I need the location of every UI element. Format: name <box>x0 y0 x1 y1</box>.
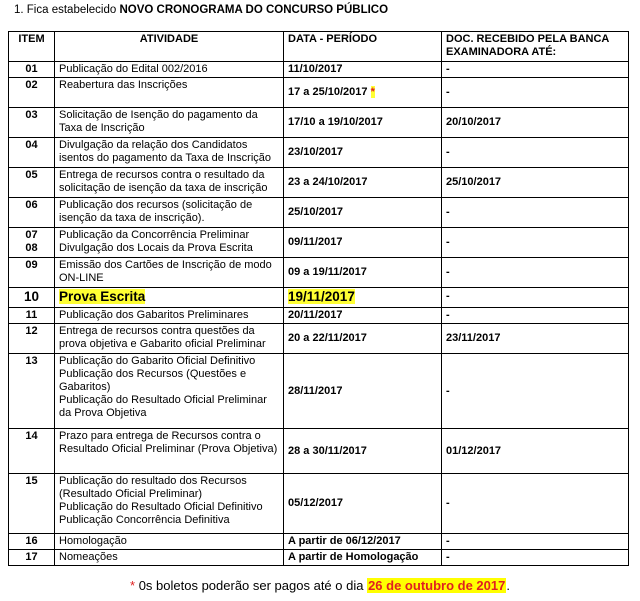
atividade-line: Divulgação dos Locais da Prova Escrita <box>59 242 253 254</box>
doc-cell: - <box>442 308 629 324</box>
doc-cell: - <box>442 62 629 78</box>
doc-cell: - <box>442 550 629 566</box>
doc-cell: - <box>442 78 629 108</box>
doc-cell: - <box>442 228 629 258</box>
header-item: ITEM <box>9 32 55 62</box>
item-cell: 13 <box>9 354 55 429</box>
asterisk-mark: * <box>370 86 375 98</box>
data-cell: 09 a 19/11/2017 <box>284 258 442 288</box>
data-cell: 25/10/2017 <box>284 198 442 228</box>
data-cell: 09/11/2017 <box>284 228 442 258</box>
table-row <box>9 258 629 288</box>
item-cell: 02 <box>9 78 55 108</box>
data-cell: 11/10/2017 <box>284 62 442 78</box>
atividade-line: Publicação do resultado dos Recursos (Resultado Oficial Preliminar) <box>59 475 247 500</box>
table-row <box>9 228 629 258</box>
heading-title: NOVO CRONOGRAMA DO CONCURSO PÚBLICO <box>119 4 389 16</box>
atividade-line: Publicação Concorrência Definitiva <box>59 514 230 526</box>
atividade-line: Publicação dos Recursos (Questões e Gabaritos) <box>59 368 247 393</box>
data-cell <box>284 288 442 308</box>
atividade-cell <box>55 474 284 534</box>
highlighted-activity: Prova Escrita <box>59 289 146 304</box>
atividade-cell: Publicação dos Gabaritos Preliminares <box>55 308 284 324</box>
data-cell: 23 a 24/10/2017 <box>284 168 442 198</box>
table-row <box>9 78 629 108</box>
item-cell: 09 <box>9 258 55 288</box>
atividade-cell <box>55 228 284 258</box>
atividade-line: Publicação do Resultado Oficial Definitivo <box>59 501 263 513</box>
table-row <box>9 429 629 474</box>
atividade-cell: Homologação <box>55 534 284 550</box>
item-number: 07 <box>25 229 38 241</box>
schedule-heading <box>14 2 388 18</box>
doc-cell: 25/10/2017 <box>442 168 629 198</box>
data-cell: 23/10/2017 <box>284 138 442 168</box>
table-row <box>9 198 629 228</box>
atividade-cell: Reabertura das Inscrições <box>55 78 284 108</box>
data-cell: 20/11/2017 <box>284 308 442 324</box>
table-row <box>9 474 629 534</box>
atividade-cell: Solicitação de Isenção do pagamento da Taxa de Inscrição <box>55 108 284 138</box>
atividade-cell: Entrega de recursos contra questões da prova objetiva e Gabarito oficial Preliminar <box>55 324 284 354</box>
atividade-cell <box>55 288 284 308</box>
doc-cell: - <box>442 138 629 168</box>
schedule-table <box>8 31 629 566</box>
header-doc: DOC. RECEBIDO PELA BANCA EXAMINADORA ATÉ: <box>442 32 629 62</box>
atividade-line: Publicação do Resultado Oficial Preliminar da Prova Objetiva <box>59 394 267 419</box>
doc-cell: - <box>442 288 629 308</box>
item-cell: 05 <box>9 168 55 198</box>
data-cell: A partir de Homologação <box>284 550 442 566</box>
item-cell: 15 <box>9 474 55 534</box>
data-cell: 17/10 a 19/10/2017 <box>284 108 442 138</box>
doc-cell: - <box>442 534 629 550</box>
doc-cell: - <box>442 198 629 228</box>
table-row <box>9 108 629 138</box>
atividade-cell: Nomeações <box>55 550 284 566</box>
doc-cell: 23/11/2017 <box>442 324 629 354</box>
table-row <box>9 138 629 168</box>
note-asterisk: * <box>130 578 136 593</box>
table-row <box>9 534 629 550</box>
doc-cell: 20/10/2017 <box>442 108 629 138</box>
item-cell: 06 <box>9 198 55 228</box>
payment-note <box>0 578 640 594</box>
atividade-cell: Publicação dos recursos (solicitação de isenção da taxa de inscrição). <box>55 198 284 228</box>
data-cell: 20 a 22/11/2017 <box>284 324 442 354</box>
table-row <box>9 324 629 354</box>
table-row <box>9 168 629 198</box>
atividade-cell <box>55 354 284 429</box>
data-cell: 28/11/2017 <box>284 354 442 429</box>
item-cell <box>9 228 55 258</box>
item-cell: 03 <box>9 108 55 138</box>
atividade-line: Publicação da Concorrência Preliminar <box>59 229 250 241</box>
item-cell: 01 <box>9 62 55 78</box>
item-cell: 04 <box>9 138 55 168</box>
header-atividade: ATIVIDADE <box>55 32 284 62</box>
doc-cell: 01/12/2017 <box>442 429 629 474</box>
table-row <box>9 308 629 324</box>
note-text: 0s boletos poderão ser pagos até o dia <box>135 578 368 593</box>
highlighted-date: 19/11/2017 <box>288 289 355 304</box>
table-row <box>9 288 629 308</box>
doc-cell: - <box>442 354 629 429</box>
table-header-row <box>9 32 629 62</box>
note-date: 26 de outubro de 2017 <box>368 578 506 593</box>
data-cell <box>284 78 442 108</box>
item-cell: 14 <box>9 429 55 474</box>
item-cell: 11 <box>9 308 55 324</box>
atividade-cell: Emissão dos Cartões de Inscrição de modo ON-LINE <box>55 258 284 288</box>
doc-cell: - <box>442 258 629 288</box>
table-row <box>9 550 629 566</box>
doc-cell: - <box>442 474 629 534</box>
atividade-cell: Divulgação da relação dos Candidatos isentos do pagamento da Taxa de Inscrição <box>55 138 284 168</box>
atividade-cell: Entrega de recursos contra o resultado da solicitação de isenção da taxa de inscrição <box>55 168 284 198</box>
item-cell: 17 <box>9 550 55 566</box>
data-cell: A partir de 06/12/2017 <box>284 534 442 550</box>
item-cell: 10 <box>9 288 55 308</box>
heading-prefix: 1. Fica estabelecido <box>14 4 120 16</box>
data-cell: 28 a 30/11/2017 <box>284 429 442 474</box>
item-cell: 12 <box>9 324 55 354</box>
data-text: 17 a 25/10/2017 <box>288 86 368 98</box>
item-cell: 16 <box>9 534 55 550</box>
table-row <box>9 354 629 429</box>
item-number: 08 <box>25 242 38 254</box>
atividade-cell: Prazo para entrega de Recursos contra o Resultado Oficial Preliminar (Prova Objetiva) <box>55 429 284 474</box>
atividade-cell: Publicação do Edital 002/2016 <box>55 62 284 78</box>
data-cell: 05/12/2017 <box>284 474 442 534</box>
table-row <box>9 62 629 78</box>
note-end: . <box>506 578 510 593</box>
atividade-line: Publicação do Gabarito Oficial Definitivo <box>59 355 256 367</box>
header-data: DATA - PERÍODO <box>284 32 442 62</box>
